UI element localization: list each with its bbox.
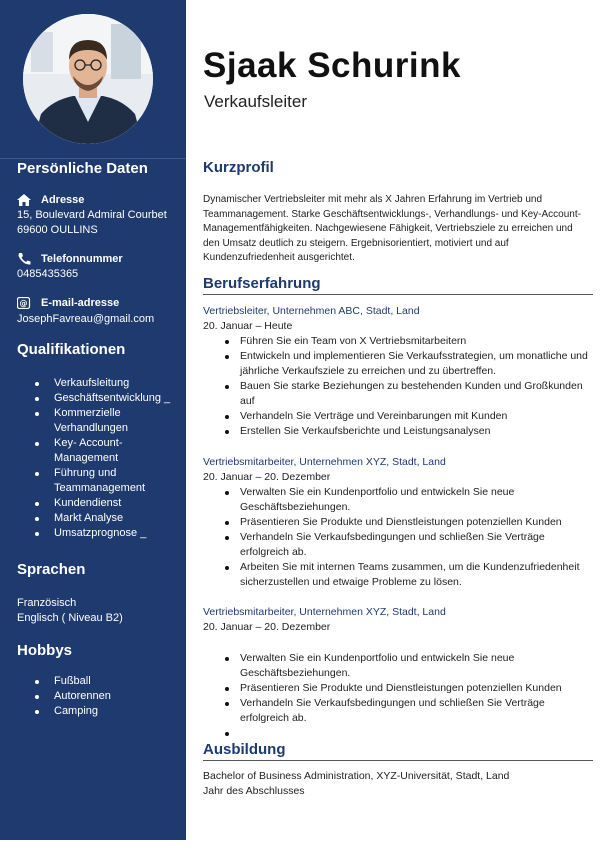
candidate-role: Verkaufsleiter: [204, 92, 307, 111]
list-item: Camping: [34, 704, 184, 719]
job-date: 20. Januar – Heute: [203, 320, 293, 332]
list-item: Erstellen Sie Verkaufsberichte und Leistungsanalysen: [220, 424, 592, 439]
job-date: 20. Januar – 20. Dezember: [203, 621, 331, 633]
phone-icon: [17, 253, 33, 265]
list-item: Arbeiten Sie mit internen Teams zusammen, um die Kundenzufriedenheit sicherzustellen und etwaige Probleme zu lösen.: [220, 560, 592, 590]
list-item: Verwalten Sie ein Kundenportfolio und entwickeln Sie neue Geschäftsbeziehungen.: [220, 651, 592, 681]
job-title: Vertriebsleiter, Unternehmen ABC, Stadt, Land: [203, 305, 420, 317]
list-item: Verhandeln Sie Verträge und Vereinbarungen mit Kunden: [220, 409, 592, 424]
email-label: [17, 297, 119, 309]
hobbies-heading: Hobbys: [17, 642, 73, 659]
hobbies-list: [34, 674, 184, 719]
phone-label-text: Telefonnummer: [41, 253, 123, 265]
phone-value: 0485435365: [17, 268, 79, 280]
list-item: Markt Analyse: [34, 511, 184, 526]
list-item: Verhandeln Sie Verkaufsbedingungen und schließen Sie Verträge erfolgreich ab.: [220, 696, 592, 726]
profile-photo: [23, 14, 153, 144]
education-divider: [203, 760, 593, 761]
language-1: Französisch: [17, 597, 77, 609]
job-bullets: [220, 651, 592, 741]
address-label: [17, 194, 84, 206]
list-item: Key- Account-Management: [34, 436, 184, 466]
list-item: Kundendienst: [34, 496, 184, 511]
list-item: Bauen Sie starke Beziehungen zu bestehenden Kunden und Großkunden auf: [220, 379, 592, 409]
phone-label: [17, 253, 123, 265]
experience-heading: Berufserfahrung: [203, 275, 321, 292]
house-icon: [17, 194, 33, 206]
qualifications-list: [34, 376, 184, 541]
list-item: Umsatzprognose _: [34, 526, 184, 541]
list-item: Verhandeln Sie Verkaufsbedingungen und schließen Sie Verträge erfolgreich ab.: [220, 530, 592, 560]
languages-heading: Sprachen: [17, 561, 86, 578]
job-bullets: [220, 334, 592, 439]
list-item: Autorennen: [34, 689, 184, 704]
job-title: Vertriebsmitarbeiter, Unternehmen XYZ, Stadt, Land: [203, 606, 446, 618]
profile-text: Dynamischer Vertriebsleiter mit mehr als X Jahren Erfahrung im Vertrieb und Teammanagement. Starke Geschäftsentwicklungs-, Verhandlungs- und Key-Account-Managementfähigkeiten. Nachgewiesene Fähigkeit, Vertriebsziele zu erreichen und den Umsatz deutlich zu steigern. Ergebnisorientiert, motiviert und auf Kundenzufriedenheit ausgerichtet.: [203, 194, 581, 263]
list-item: Verkaufsleitung: [34, 376, 184, 391]
list-item: Führung und Teammanagement: [34, 466, 184, 496]
list-item: Verwalten Sie ein Kundenportfolio und entwickeln Sie neue Geschäftsbeziehungen.: [220, 485, 592, 515]
list-item: Präsentieren Sie Produkte und Dienstleistungen potenziellen Kunden: [220, 515, 592, 530]
list-item: Führen Sie ein Team von X Vertriebsmitarbeitern: [220, 334, 592, 349]
profile-heading: Kurzprofil: [203, 159, 274, 176]
education-year: Jahr des Abschlusses: [203, 785, 305, 797]
education-heading: Ausbildung: [203, 741, 286, 758]
sidebar-divider: [0, 158, 186, 159]
job-bullets: [220, 485, 592, 590]
list-item: Präsentieren Sie Produkte und Dienstleistungen potenziellen Kunden: [220, 681, 592, 696]
address-line1: 15, Boulevard Admiral Courbet: [17, 209, 167, 221]
list-item: Kommerzielle Verhandlungen: [34, 406, 184, 436]
address-line2: 69600 OULLINS: [17, 224, 98, 236]
address-label-text: Adresse: [41, 194, 85, 206]
at-sign-icon: [17, 297, 33, 309]
email-value: JosephFavreau@gmail.com: [17, 313, 155, 325]
list-item: Geschäftsentwicklung _: [34, 391, 184, 406]
sidebar: [0, 0, 186, 840]
personal-heading: Persönliche Daten: [17, 160, 148, 177]
list-item: [220, 726, 592, 741]
qualifications-heading: Qualifikationen: [17, 341, 126, 358]
email-label-text: E-mail-adresse: [41, 297, 120, 309]
education-degree: Bachelor of Business Administration, XYZ-Universität, Stadt, Land: [203, 770, 510, 782]
job-title: Vertriebsmitarbeiter, Unternehmen XYZ, Stadt, Land: [203, 456, 446, 468]
list-item: Fußball: [34, 674, 184, 689]
list-item: Entwickeln und implementieren Sie Verkaufsstrategien, um monatliche und jährliche Verkaufsziele zu erreichen und zu übertreffen.: [220, 349, 592, 379]
experience-divider: [203, 294, 593, 295]
svg-text:@: @: [19, 299, 28, 308]
language-2: Englisch ( Niveau B2): [17, 612, 123, 624]
job-date: 20. Januar – 20. Dezember: [203, 471, 331, 483]
candidate-name: Sjaak Schurink: [203, 46, 461, 85]
